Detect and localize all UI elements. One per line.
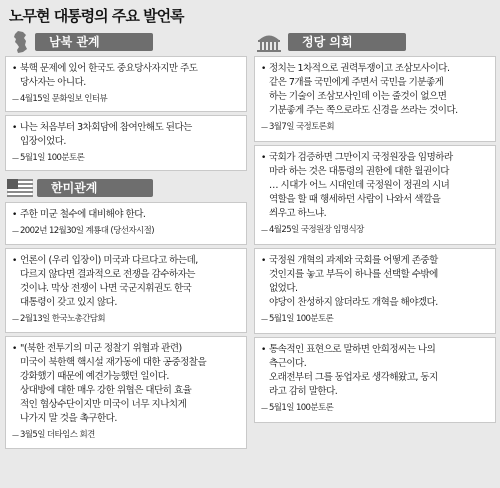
quote-text: • 국회가 검증하면 그만이지 국정원장을 임명하라 마라 하는 것은 대통령의 권한에 대한 월권이다 … 시대가 어느 시대인데 국정원이 정권의 시녀 역할을 할 때 행세하던 사람이 나와서 색깔을 씌우고 하느냐. [261, 151, 489, 221]
quote-card [5, 336, 247, 449]
assembly-building-icon [254, 30, 284, 54]
right-column [254, 28, 496, 426]
quote-source: — 5월1일 100분토론 [261, 401, 489, 415]
quote-text: • 정치는 1차적으로 권력투쟁이고 조삼모사이다. 같은 7개를 국민에게 주면서 국민을 기분좋게 하는 기술이 조삼모사인데 이는 줄것이 없으면 기분좋게 주는 쪽으로라도 신경을 쓰라는 것이다. [261, 62, 489, 118]
quote-card [5, 115, 247, 171]
quote-source: — 2002년 12월30일 계룡대 (당선자시절) [12, 224, 240, 238]
quote-source: — 2월13일 한국노총간담회 [12, 312, 240, 326]
quote-text: • 국정원 개혁의 과제와 국회를 어떻게 존중할 것인지를 놓고 부득이 하나를 선택할 수밖에 없었다. 야당이 찬성하지 않더라도 개혁을 해야겠다. [261, 254, 489, 310]
quote-source: — 5월1일 100분토론 [12, 151, 240, 165]
section-label-north-south: 남북 관계 [35, 33, 153, 51]
korea-map-icon [5, 30, 35, 54]
quote-text: • 통속적인 표현으로 말하면 안희정씨는 나의 측근이다. 오래전부터 그를 동업자로 생각해왔고, 동지 라고 감히 말한다. [261, 343, 489, 399]
quote-card [5, 248, 247, 333]
quote-text: • 주한 미군 철수에 대비해야 한다. [12, 208, 240, 222]
quote-source: — 4월15일 문화일보 인터뷰 [12, 92, 240, 106]
section-header-party-assembly [254, 28, 496, 56]
quote-text: • 북핵 문제에 있어 한국도 중요당사자지만 주도 당사자는 아니다. [12, 62, 240, 90]
quote-source: — 4월25일 국정원장 임명식장 [261, 223, 489, 237]
section-header-korea-us [5, 174, 247, 202]
section-header-north-south [5, 28, 247, 56]
page-title: 노무현 대통령의 주요 발언록 [9, 7, 184, 25]
quote-card [254, 248, 496, 334]
quote-card [5, 202, 247, 245]
quote-source: — 5월1일 100분토론 [261, 312, 489, 326]
quote-card [254, 145, 496, 245]
quote-text: • 언론이 (우리 입장이) 미국과 다르다고 하는데, 다르지 않다면 결과적으로 전쟁을 감수하자는 것이냐. 막상 전쟁이 나면 국군지휘권도 한국 대통령이 갖고 있지 않다. [12, 254, 240, 310]
quote-text: • "(북한 전투기의 미군 정찰기 위협과 관련) 미국이 북한핵 핵시설 재가동에 대한 공중정찰을 강화했기 때문에 예견가능했던 일이다. 상대방에 대한 매우 강한 위협은 대단히 효율 적인 협상수단이지만 미국이 너무 지나치게 나가지 말 것을 촉구한다. [12, 342, 240, 426]
quote-source: — 3월5일 더타임스 회견 [12, 428, 240, 442]
us-flag-icon [5, 176, 35, 200]
quote-source: — 3월7일 국정토론회 [261, 120, 489, 134]
section-label-party-assembly: 정당 의회 [288, 33, 406, 51]
quote-text: • 나는 처음부터 3차회담에 참여안해도 된다는 입장이었다. [12, 121, 240, 149]
quote-card [254, 56, 496, 142]
quote-card [5, 56, 247, 112]
section-label-korea-us: 한미관계 [37, 179, 153, 197]
quote-card [254, 337, 496, 423]
left-column [5, 28, 247, 452]
